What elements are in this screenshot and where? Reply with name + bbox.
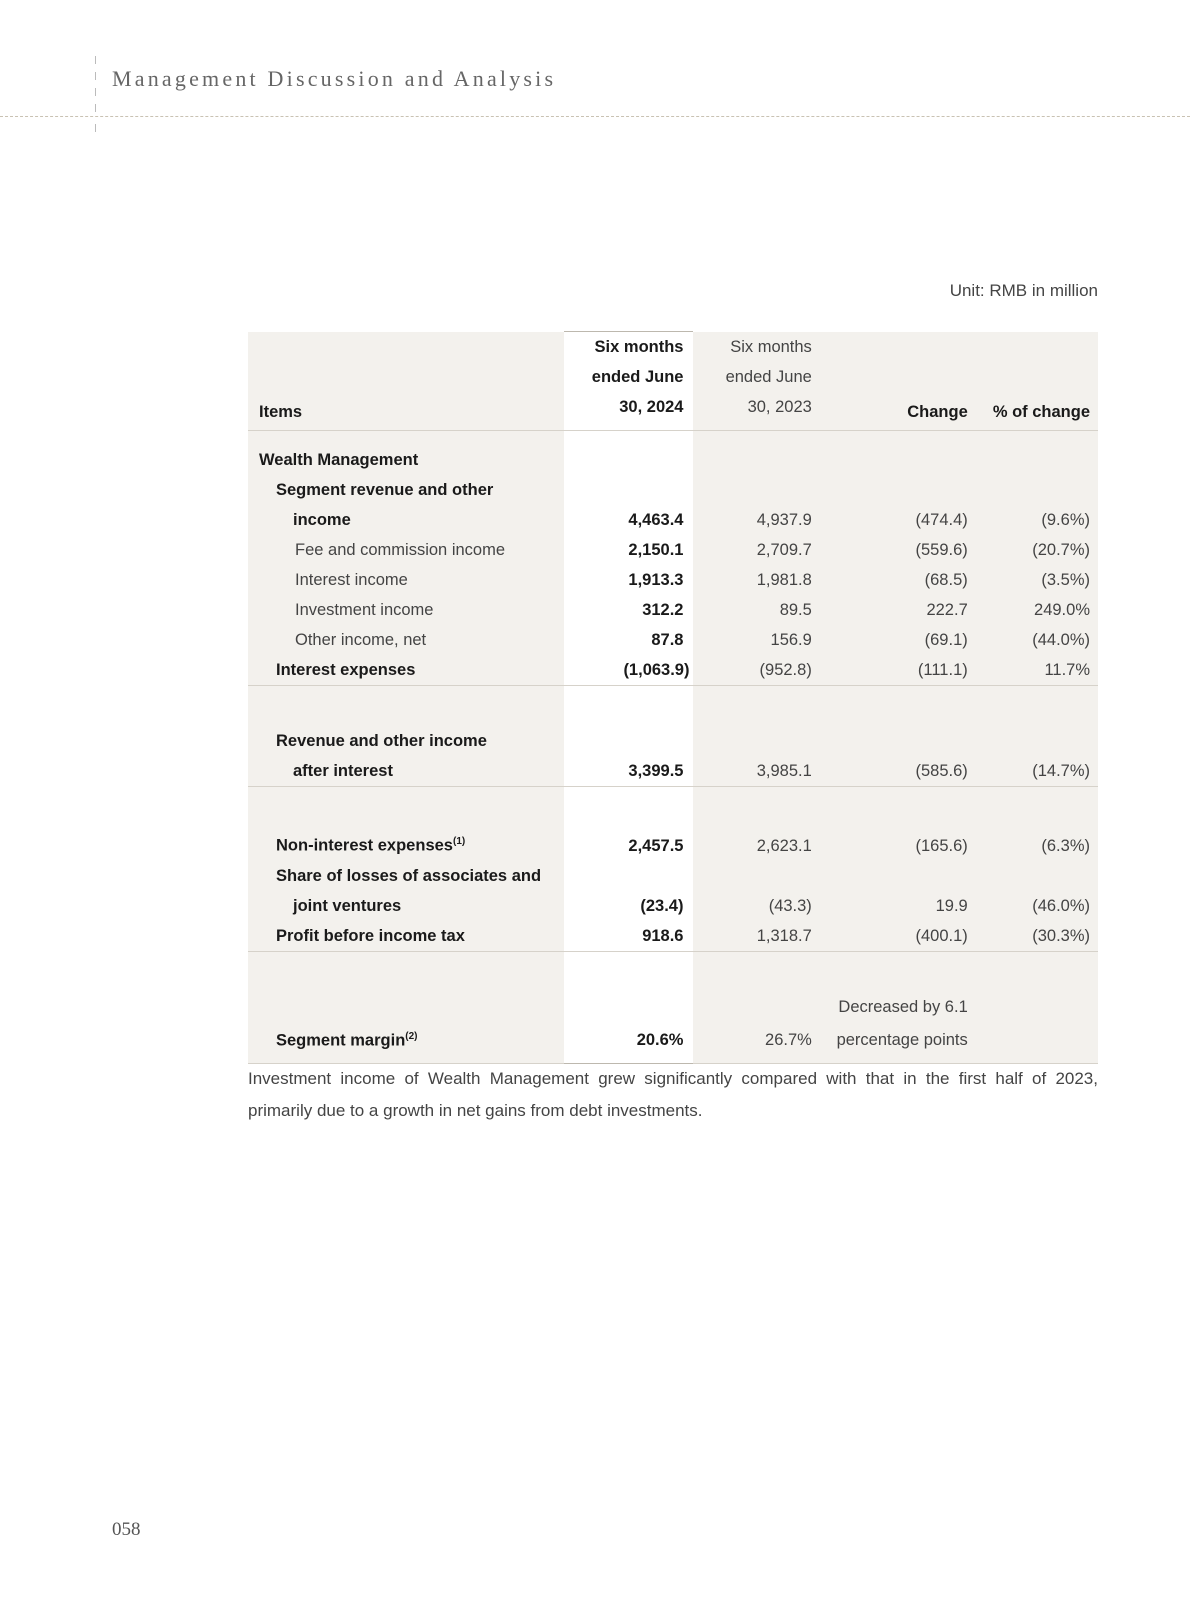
cell-current: 2,150.1 xyxy=(564,535,693,565)
row-label: Other income, net xyxy=(248,625,564,655)
table-row xyxy=(248,861,1098,891)
row-label: after interest xyxy=(248,756,564,787)
table-row xyxy=(248,535,1098,565)
cell-current: (1,063.9) xyxy=(564,655,693,686)
cell-current: 1,913.3 xyxy=(564,565,693,595)
cell-change: (68.5) xyxy=(820,565,974,595)
cell-previous: 26.7% xyxy=(693,1022,819,1064)
cell-current: 312.2 xyxy=(564,595,693,625)
header-tick-top xyxy=(95,56,96,64)
row-label: Fee and commission income xyxy=(248,535,564,565)
cell-change: (69.1) xyxy=(820,625,974,655)
cell-change: (165.6) xyxy=(820,827,974,861)
header-tick-bottom xyxy=(95,104,96,112)
table-row xyxy=(248,655,1098,686)
footnote-marker: (1) xyxy=(452,836,466,847)
cell-current: 3,399.5 xyxy=(564,756,693,787)
table-row xyxy=(248,445,1098,475)
footnote-marker: (2) xyxy=(405,1030,418,1042)
header-change: Change xyxy=(820,332,974,431)
cell-current: 918.6 xyxy=(564,921,693,952)
cell-change: (585.6) xyxy=(820,756,974,787)
cell-pct: (6.3%) xyxy=(974,827,1098,861)
row-label: Segment margin$^{(2)}$ xyxy=(248,1022,564,1064)
cell-current: 20.6% xyxy=(564,1022,693,1064)
cell-previous: (43.3) xyxy=(693,891,819,921)
cell-previous: 4,937.9 xyxy=(693,505,819,535)
cell-change: (559.6) xyxy=(820,535,974,565)
cell-pct: 11.7% xyxy=(974,655,1098,686)
row-label: Interest expenses xyxy=(248,655,564,686)
table-row xyxy=(248,625,1098,655)
row-label: income xyxy=(248,505,564,535)
cell-pct: (44.0%) xyxy=(974,625,1098,655)
table-row xyxy=(248,921,1098,952)
header-tick-mid xyxy=(95,72,96,80)
row-label: Investment income xyxy=(248,595,564,625)
cell-pct: (20.7%) xyxy=(974,535,1098,565)
header-items: Items xyxy=(248,332,564,431)
cell-current: 4,463.4 xyxy=(564,505,693,535)
row-label: Revenue and other income xyxy=(248,726,564,756)
cell-change: (474.4) xyxy=(820,505,974,535)
header-pct-change: % of change xyxy=(974,332,1098,431)
cell-change: 19.9 xyxy=(820,891,974,921)
cell-previous: 3,985.1 xyxy=(693,756,819,787)
table-row xyxy=(248,827,1098,861)
section-title: Management Discussion and Analysis xyxy=(112,66,557,91)
header-previous-period: Six months ended June 30, 2023 xyxy=(693,332,819,431)
cell-change: 222.7 xyxy=(820,595,974,625)
table-row xyxy=(248,992,1098,1022)
table-header-row xyxy=(248,332,1098,431)
unit-note: Unit: RMB in million xyxy=(949,281,1098,300)
table-row xyxy=(248,595,1098,625)
commentary-paragraph: Investment income of Wealth Management grew significantly compared with that in the first half of 2023, primarily due to a growth in net gains from debt investments. xyxy=(248,1069,1098,1120)
row-label: Interest income xyxy=(248,565,564,595)
page-number: 058 xyxy=(112,1519,141,1540)
cell-previous: (952.8) xyxy=(693,655,819,686)
cell-change: (400.1) xyxy=(820,921,974,952)
cell-pct: (14.7%) xyxy=(974,756,1098,787)
table-row xyxy=(248,1022,1098,1064)
table-row xyxy=(248,475,1098,505)
cell-pct: (46.0%) xyxy=(974,891,1098,921)
cell-previous: 156.9 xyxy=(693,625,819,655)
cell-pct: 249.0% xyxy=(974,595,1098,625)
row-label: Non-interest expenses$^{(1)}$ xyxy=(248,827,564,861)
cell-pct: (3.5%) xyxy=(974,565,1098,595)
row-label: Share of losses of associates and xyxy=(248,861,564,891)
cell-change: (111.1) xyxy=(820,655,974,686)
cell-previous: 2,623.1 xyxy=(693,827,819,861)
header-current-period: Six months ended June 30, 2024 xyxy=(564,332,693,431)
row-label: Segment revenue and other xyxy=(248,475,564,505)
header-divider xyxy=(0,116,1190,117)
margin-change-line1: Decreased by 6.1 xyxy=(820,992,974,1022)
wealth-management-table xyxy=(248,331,1098,1064)
cell-previous: 1,318.7 xyxy=(693,921,819,952)
table-row xyxy=(248,726,1098,756)
cell-current: 87.8 xyxy=(564,625,693,655)
table-row xyxy=(248,565,1098,595)
row-label: Profit before income tax xyxy=(248,921,564,952)
margin-change-line2: percentage points xyxy=(820,1022,974,1064)
header-tick-low xyxy=(95,88,96,96)
row-label: Wealth Management xyxy=(248,445,564,475)
cell-current: 2,457.5 xyxy=(564,827,693,861)
cell-previous: 89.5 xyxy=(693,595,819,625)
cell-pct: (30.3%) xyxy=(974,921,1098,952)
table-row xyxy=(248,505,1098,535)
cell-previous: 1,981.8 xyxy=(693,565,819,595)
cell-current: (23.4) xyxy=(564,891,693,921)
cell-pct: (9.6%) xyxy=(974,505,1098,535)
table-row xyxy=(248,756,1098,787)
row-label: joint ventures xyxy=(248,891,564,921)
table-row xyxy=(248,891,1098,921)
cell-previous: 2,709.7 xyxy=(693,535,819,565)
header-tick-under xyxy=(95,124,96,132)
